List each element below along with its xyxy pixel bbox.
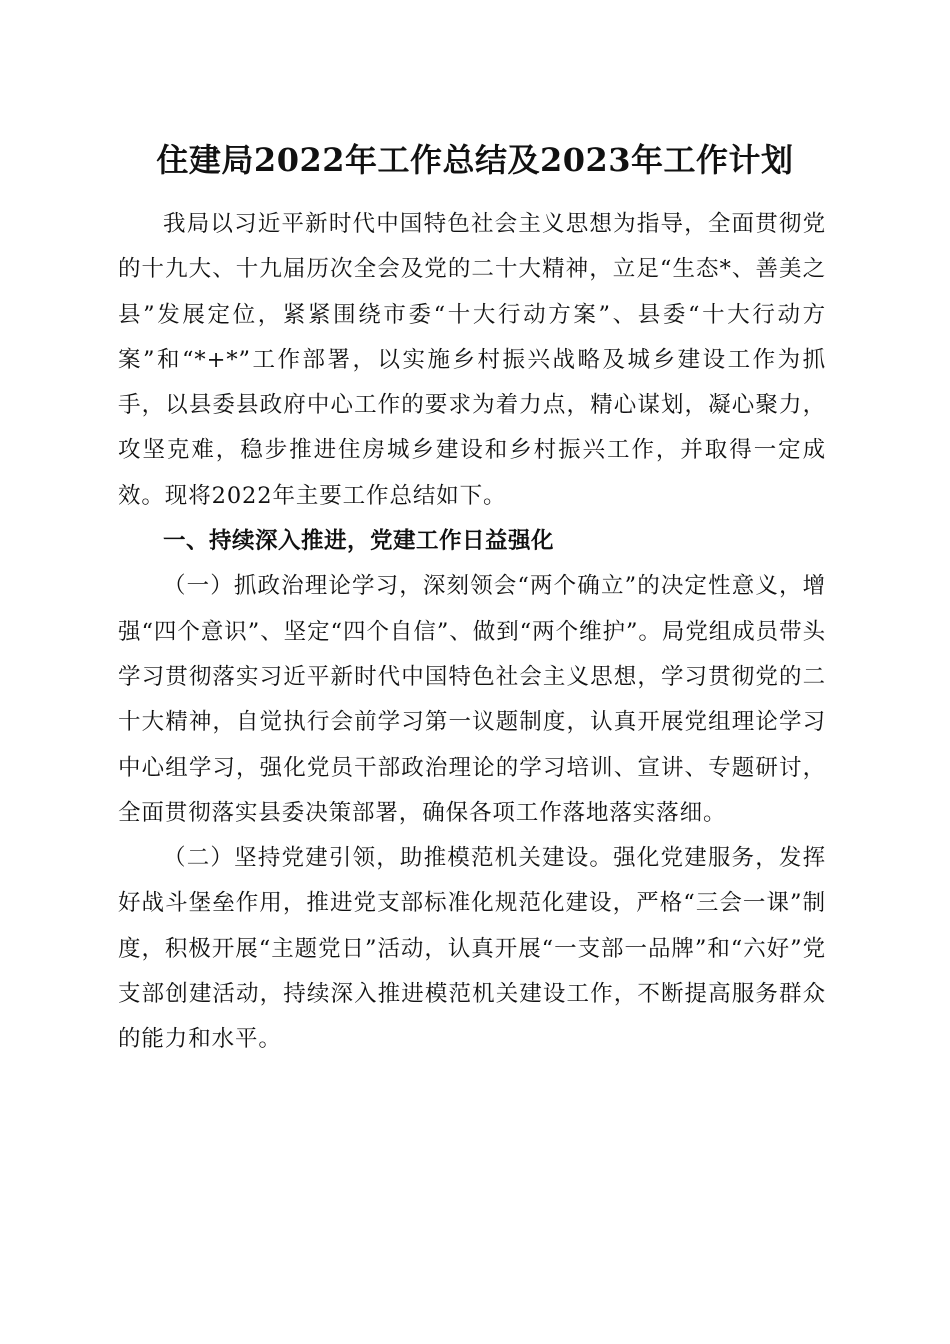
- section-1-item-1: [118, 564, 826, 836]
- section-1-heading: 一、持续深入推进，党建工作日益强化: [163, 528, 555, 555]
- document-body: [118, 202, 826, 1063]
- document-title: 住建局2022年工作总结及2023年工作计划: [156, 141, 794, 179]
- item-1-text: 局党组成员带头学习贯彻落实习近平新时代中国特色社会主义思想，学习贯彻党的二十大精神，自觉执行会前学习第一议题制度，认真开展党组理论学习中心组学习，强化党员干部政治理论的学习培训、宣讲、专题研讨，全面贯彻落实县委决策部署，确保各项工作落地落实落细。: [118, 618, 826, 826]
- intro-paragraph: 我局以习近平新时代中国特色社会主义思想为指导，全面贯彻党的十九大、十九届历次全会及党的二十大精神，立足“生态*、善美之县”发展定位，紧紧围绕市委“十大行动方案”、县委“十大行动方案”和“*+*”工作部署，以实施乡村振兴战略及城乡建设工作为抓手，以县委县政府中心工作的要求为着力点，精心谋划，凝心聚力，攻坚克难，稳步推进住房城乡建设和乡村振兴工作，并取得一定成效。现将2022年主要工作总结如下。: [118, 211, 826, 509]
- item-2-lead: （二）坚持党建引领，助推模范机关建设。: [163, 845, 614, 872]
- item-2-text: 强化党建服务，发挥好战斗堡垒作用，推进党支部标准化规范化建设，严格“三会一课”制度，积极开展“主题党日”活动，认真开展“一支部一品牌”和“六好”党支部创建活动，持续深入推进模范机关建设工作，不断提高服务群众的能力和水平。: [118, 845, 826, 1053]
- section-1-item-2: [118, 836, 826, 1062]
- item-1-lead: （一）抓政治理论学习，深刻领会“两个确立”的决定性意义，增强“四个意识”、坚定“四个自信”、做到“两个维护”。: [118, 573, 826, 645]
